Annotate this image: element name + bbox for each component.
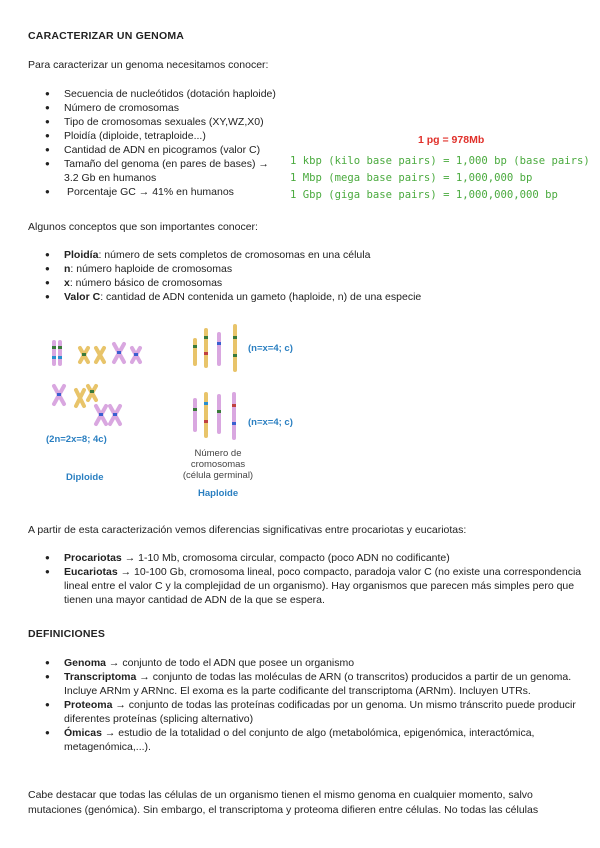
list-item-continuation: 3.2 Gb en humanos <box>64 172 157 184</box>
definition: → 10-100 Gb, cromosoma lineal, poco compacto, paradoja valor C (no existe una correspondencia lineal entre el valor C y la complejidad de un organismo). Hay organismos que parecen más simples pero que tienen una mayor cantidad de ADN de la que se espera. <box>64 566 582 606</box>
definition: → conjunto de todas las proteínas codificadas por un genoma. Un mismo tránscrito puede producir diferentes proteínas (splicing alternativo) <box>64 699 576 725</box>
list-item: ● Tipo de cromosomas sexuales (XY,WZ,X0) <box>28 115 298 129</box>
list-item <box>28 670 588 698</box>
definition: : número básico de cromosomas <box>69 277 223 289</box>
term: Ploidía <box>64 249 99 261</box>
numero-cromosomas-caption <box>178 448 258 481</box>
caption-line: cromosomas <box>190 459 246 470</box>
diploid-chromosomes-row2 <box>54 386 120 424</box>
list-item: ● Secuencia de nucleótidos (dotación haploide) <box>28 87 298 101</box>
gbp-line: 1 Gbp (giga base pairs) = 1,000,000,000 bp <box>290 189 558 201</box>
concepts-intro: Algunos conceptos que son importantes conocer: <box>28 221 258 233</box>
diploid-chromosomes-row1 <box>52 340 140 366</box>
diploid-formula: (2n=2x=8; 4c) <box>46 434 107 445</box>
definition: → conjunto de todas las moléculas de ARN (o transcritos) producidos a partir de un genoma. Incluye ARNm y ARNnc. El exoma es la parte codificante del transcriptoma (ARNm). Incluyen UTRs. <box>64 671 572 697</box>
caption-line: Número de <box>194 448 242 459</box>
term: Transcriptoma <box>64 671 137 683</box>
pg-equivalence: 1 pg = 978Mb <box>418 134 485 146</box>
genome-requirements-list <box>28 87 298 199</box>
page-title: CARACTERIZAR UN GENOMA <box>28 30 185 42</box>
definition: → estudio de la totalidad o del conjunto de algo (metabolómica, epigenómica, interactómica, metagenómica,...). <box>64 727 535 753</box>
haploid-chromosomes-bottom <box>193 392 236 440</box>
concepts-list <box>28 248 588 304</box>
haploid-label: Haploide <box>198 488 239 499</box>
caption-line: (célula germinal) <box>182 470 254 481</box>
list-item <box>28 698 588 726</box>
definitions-title: DEFINICIONES <box>28 628 106 640</box>
term: n <box>64 263 71 275</box>
term: Procariotas <box>64 552 122 564</box>
intro-text: Para caracterizar un genoma necesitamos conocer: <box>28 59 269 71</box>
definitions-list <box>28 656 588 754</box>
kbp-line: 1 kbp (kilo base pairs) = 1,000 bp (base pairs) <box>290 155 590 167</box>
list-item <box>28 551 588 565</box>
differences-list <box>28 551 588 607</box>
definition: → conjunto de todo el ADN que posee un organismo <box>106 657 355 669</box>
closing-paragraph: Cabe destacar que todas las células de un organismo tienen el mismo genoma en cualquier momento, salvo mutaciones (genómica). Sin embargo, el transcriptoma y proteoma difieren entre células. No todas las células <box>28 789 539 816</box>
definition: : número de sets completos de cromosomas en una célula <box>98 249 371 261</box>
term: x <box>64 277 70 289</box>
list-item-text: Tamaño del genoma (en pares de bases) → <box>64 158 269 170</box>
list-item <box>28 157 298 185</box>
term: Valor C <box>64 291 101 303</box>
list-item: ● Cantidad de ADN en picogramos (valor C) <box>28 143 298 157</box>
definition: : número haploide de cromosomas <box>70 263 233 275</box>
list-item <box>28 262 588 276</box>
term: Eucariotas <box>64 566 118 578</box>
list-item: ● Número de cromosomas <box>28 101 298 115</box>
diploid-label: Diploide <box>66 472 104 483</box>
list-item <box>28 276 588 290</box>
term: Proteoma <box>64 699 113 711</box>
haploid-formula-top: (n=x=4; c) <box>248 343 293 354</box>
list-item <box>28 726 588 754</box>
term: Ómicas <box>64 727 102 739</box>
list-item <box>28 656 588 670</box>
list-item: ● Porcentaje GC → 41% en humanos <box>28 185 298 199</box>
term: Genoma <box>64 657 107 669</box>
list-item <box>28 248 588 262</box>
differences-intro: A partir de esta caracterización vemos diferencias significativas entre procariotas y eucariotas: <box>28 524 467 536</box>
haploid-formula-bottom: (n=x=4; c) <box>248 417 293 428</box>
list-item: ● Ploidía (diploide, tetraploide...) <box>28 129 298 143</box>
mbp-line: 1 Mbp (mega base pairs) = 1,000,000 bp <box>290 172 533 184</box>
list-item <box>28 290 588 304</box>
list-item <box>28 565 588 607</box>
definition: : cantidad de ADN contenida un gameto (haploide, n) de una especie <box>100 291 422 303</box>
definition: → 1-10 Mb, cromosoma circular, compacto (poco ADN no codificante) <box>121 552 450 564</box>
haploid-chromosomes-top <box>193 324 237 372</box>
